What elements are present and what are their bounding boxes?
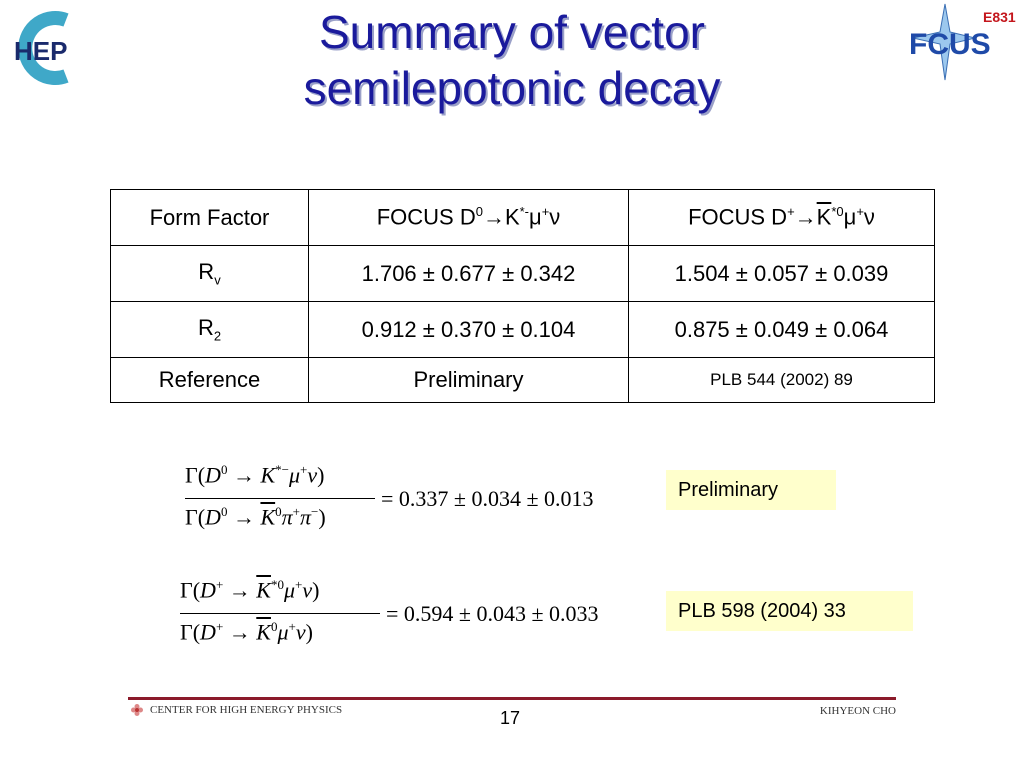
row-label-reference: Reference [111,358,309,403]
ratio1-fraction-bar [185,498,375,499]
ratio2-numerator: $\Gamma(D^+ \to \overline{K}^{*0}\mu^+\nu)$ [180,577,320,603]
e831-label: E831 [983,9,1016,25]
cell-d0-rv: 1.706 ± 0.677 ± 0.342 [309,246,629,302]
table-row [111,358,935,403]
cell-dplus-reference: PLB 544 (2002) 89 [629,358,935,403]
cell-dplus-rv: 1.504 ± 0.057 ± 0.039 [629,246,935,302]
cell-d0-r2: 0.912 ± 0.370 ± 0.104 [309,302,629,358]
flower-icon [130,703,144,717]
page-number: 17 [499,708,521,728]
ratio1-denominator: $\Gamma(D^0 \to \overline{K}^0\pi^+\pi^-)$ [185,504,326,530]
footer-rule [128,697,896,700]
header-focus-d0: FOCUS $D^0\to K^{*-}\mu^+\nu$ [309,190,629,246]
ratio1-note: Preliminary [666,470,836,510]
row-label-r2: $R_2$ [111,302,309,358]
ratio2-fraction-bar [180,613,380,614]
header-form-factor: Form Factor [111,190,309,246]
slide-title [180,4,844,116]
footer-left [130,703,342,717]
form-factor-table [110,189,935,403]
cell-d0-reference: Preliminary [309,358,629,403]
hep-logo [8,8,88,88]
row-label-rv: $R_v$ [111,246,309,302]
table-row [111,302,935,358]
ratio2-result: = 0.594 ± 0.043 ± 0.033 [386,601,599,626]
ratio1-result: = 0.337 ± 0.034 ± 0.013 [381,486,594,511]
title-line-1: Summary of vector [319,6,705,58]
footer-right-text: KIHYEON CHO [819,705,896,717]
branching-ratio-2 [180,577,640,657]
cell-dplus-r2: 0.875 ± 0.049 ± 0.064 [629,302,935,358]
ratio2-denominator: $\Gamma(D^+ \to \overline{K}^0\mu^+\nu)$ [180,619,313,645]
header-focus-dplus: FOCUS $D^+\to\overline{K}^{*0}\mu^+\nu$ [629,190,935,246]
title-line-2: semilepotonic decay [303,62,721,114]
focus-logo-text: FCUS [909,28,991,61]
table-header-row [111,190,935,246]
table-row [111,246,935,302]
focus-logo [905,2,1023,84]
branching-ratio-1 [185,462,625,542]
ratio1-numerator: $\Gamma(D^0 \to K^{*-}\mu^+\nu)$ [185,462,325,488]
footer-left-text: CENTER FOR HIGH ENERGY PHYSICS [150,704,343,716]
ratio2-note: PLB 598 (2004) 33 [666,591,913,631]
hep-logo-text: HEP [14,36,68,66]
